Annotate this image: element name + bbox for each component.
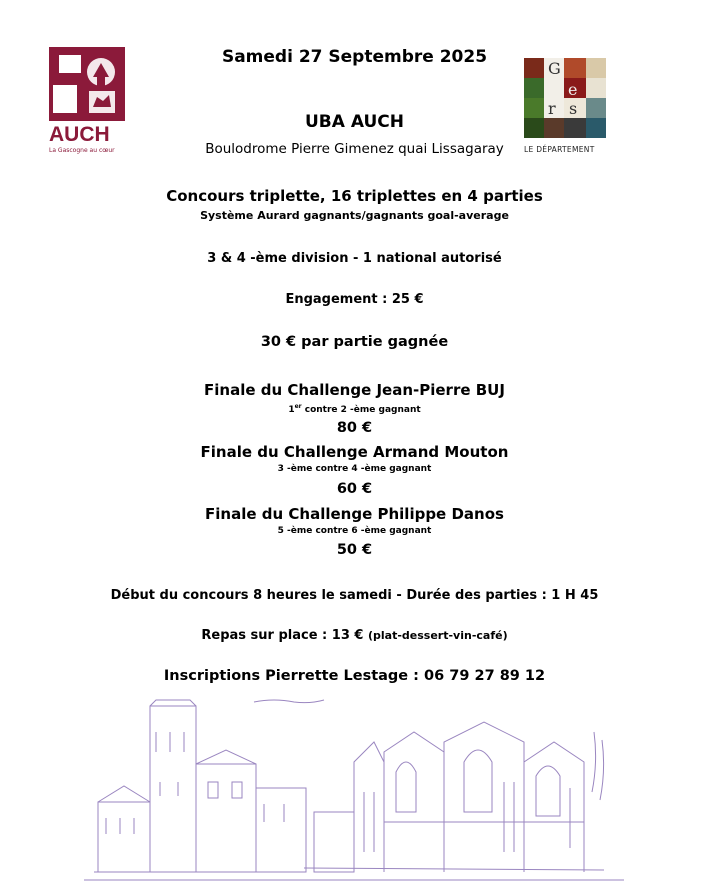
svg-text:e: e: [568, 80, 578, 99]
gers-logo-label: LE DÉPARTEMENT: [524, 145, 595, 154]
per-win-prize: 30 € par partie gagnée: [260, 334, 449, 350]
final-1-title: Finale du Challenge Jean-Pierre BUJ: [204, 381, 505, 399]
cathedral-drawing-icon: [84, 692, 624, 888]
final-3-title: Finale du Challenge Philippe Danos: [205, 505, 504, 523]
final-3-detail: 5 -ème contre 6 -ème gagnant: [277, 526, 432, 536]
meal: Repas sur place : 13 € (plat-dessert-vin-café): [201, 628, 508, 643]
svg-text:G: G: [548, 59, 561, 78]
contest-system: Système Aurard gagnants/gagnants goal-average: [200, 209, 509, 222]
svg-text:s: s: [569, 99, 578, 118]
event-date: Samedi 27 Septembre 2025: [221, 47, 488, 67]
final-2-detail: 3 -ème contre 4 -ème gagnant: [277, 464, 432, 474]
auch-logo-name: AUCH: [49, 123, 110, 146]
final-3-prize: 50 €: [336, 542, 373, 558]
entry-fee: Engagement : 25 €: [285, 292, 424, 307]
auch-logo-tagline: La Gascogne au cœur: [49, 147, 115, 154]
contest-division: 3 & 4 -ème division - 1 national autorisé: [207, 251, 502, 266]
contest-title: Concours triplette, 16 triplettes en 4 parties: [166, 187, 543, 205]
schedule: Début du concours 8 heures le samedi - Durée des parties : 1 H 45: [110, 588, 599, 603]
final-2-title: Finale du Challenge Armand Mouton: [200, 443, 509, 461]
final-1-detail: 1er contre 2 -ème gagnant: [288, 403, 421, 415]
cathedral-sketch: [84, 692, 624, 888]
final-2-prize: 60 €: [336, 481, 373, 497]
venue: Boulodrome Pierre Gimenez quai Lissagaray: [205, 141, 504, 157]
final-1-prize: 80 €: [336, 420, 373, 436]
registration-contact: Inscriptions Pierrette Lestage : 06 79 27 89 12: [163, 668, 546, 684]
club-name: UBA AUCH: [305, 112, 404, 132]
svg-text:r: r: [548, 99, 556, 118]
